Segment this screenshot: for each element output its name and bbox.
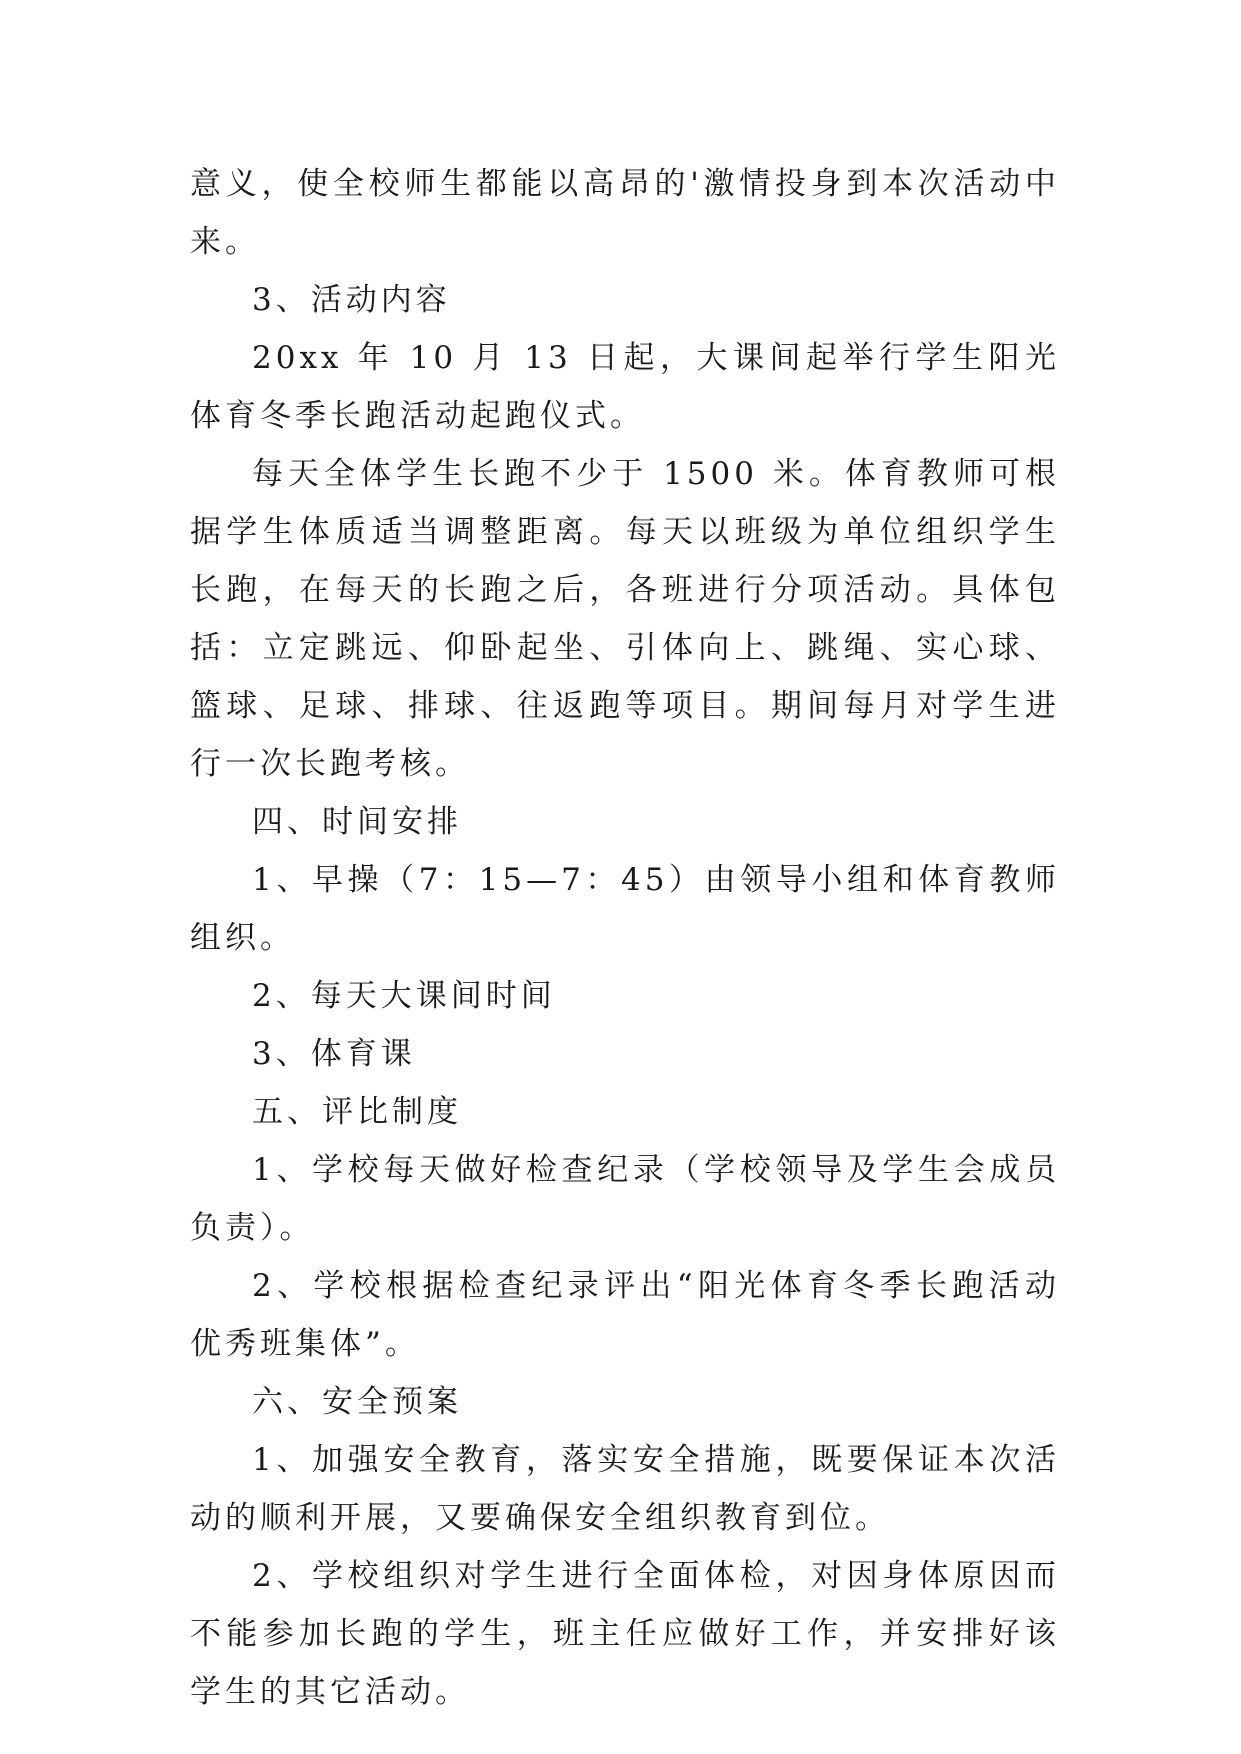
list-item-safety-education: 1、加强安全教育，落实安全措施，既要保证本次活动的顺利开展，又要确保安全组织教育到位。 bbox=[190, 1442, 1060, 1536]
heading-evaluation-system: 五、评比制度 bbox=[252, 1094, 462, 1130]
list-item-excellent-class: 2、学校根据检查纪录评出“阳光体育冬季长跑活动优秀班集体”。 bbox=[190, 1268, 1060, 1362]
heading-time-schedule: 四、时间安排 bbox=[252, 804, 462, 840]
document-body bbox=[190, 155, 1060, 1721]
paragraph-continuation: 意义，使全校师生都能以高昂的'激情投身到本次活动中来。 bbox=[190, 166, 1060, 260]
paragraph-start-date: 20xx 年 10 月 13 日起，大课间起举行学生阳光体育冬季长跑活动起跑仪式。 bbox=[190, 340, 1060, 434]
list-item-pe-class: 3、体育课 bbox=[252, 1036, 416, 1072]
list-item-daily-check: 1、学校每天做好检查纪录（学校领导及学生会成员负责）。 bbox=[190, 1152, 1060, 1246]
subheading-activity-content: 3、活动内容 bbox=[252, 282, 451, 318]
list-item-break-time: 2、每天大课间时间 bbox=[252, 978, 556, 1014]
list-item-health-check: 2、学校组织对学生进行全面体检，对因身体原因而不能参加长跑的学生，班主任应做好工作，并安排好该学生的其它活动。 bbox=[190, 1558, 1060, 1710]
heading-safety-plan: 六、安全预案 bbox=[252, 1384, 462, 1420]
paragraph-daily-running: 每天全体学生长跑不少于 1500 米。体育教师可根据学生体质适当调整距离。每天以班级为单位组织学生长跑，在每天的长跑之后，各班进行分项活动。具体包括：立定跳远、仰卧起坐、引体向上、跳绳、实心球、篮球、足球、排球、往返跑等项目。期间每月对学生进行一次长跑考核。 bbox=[190, 456, 1060, 782]
list-item-morning-exercise: 1、早操（7：15—7：45）由领导小组和体育教师组织。 bbox=[190, 862, 1060, 956]
